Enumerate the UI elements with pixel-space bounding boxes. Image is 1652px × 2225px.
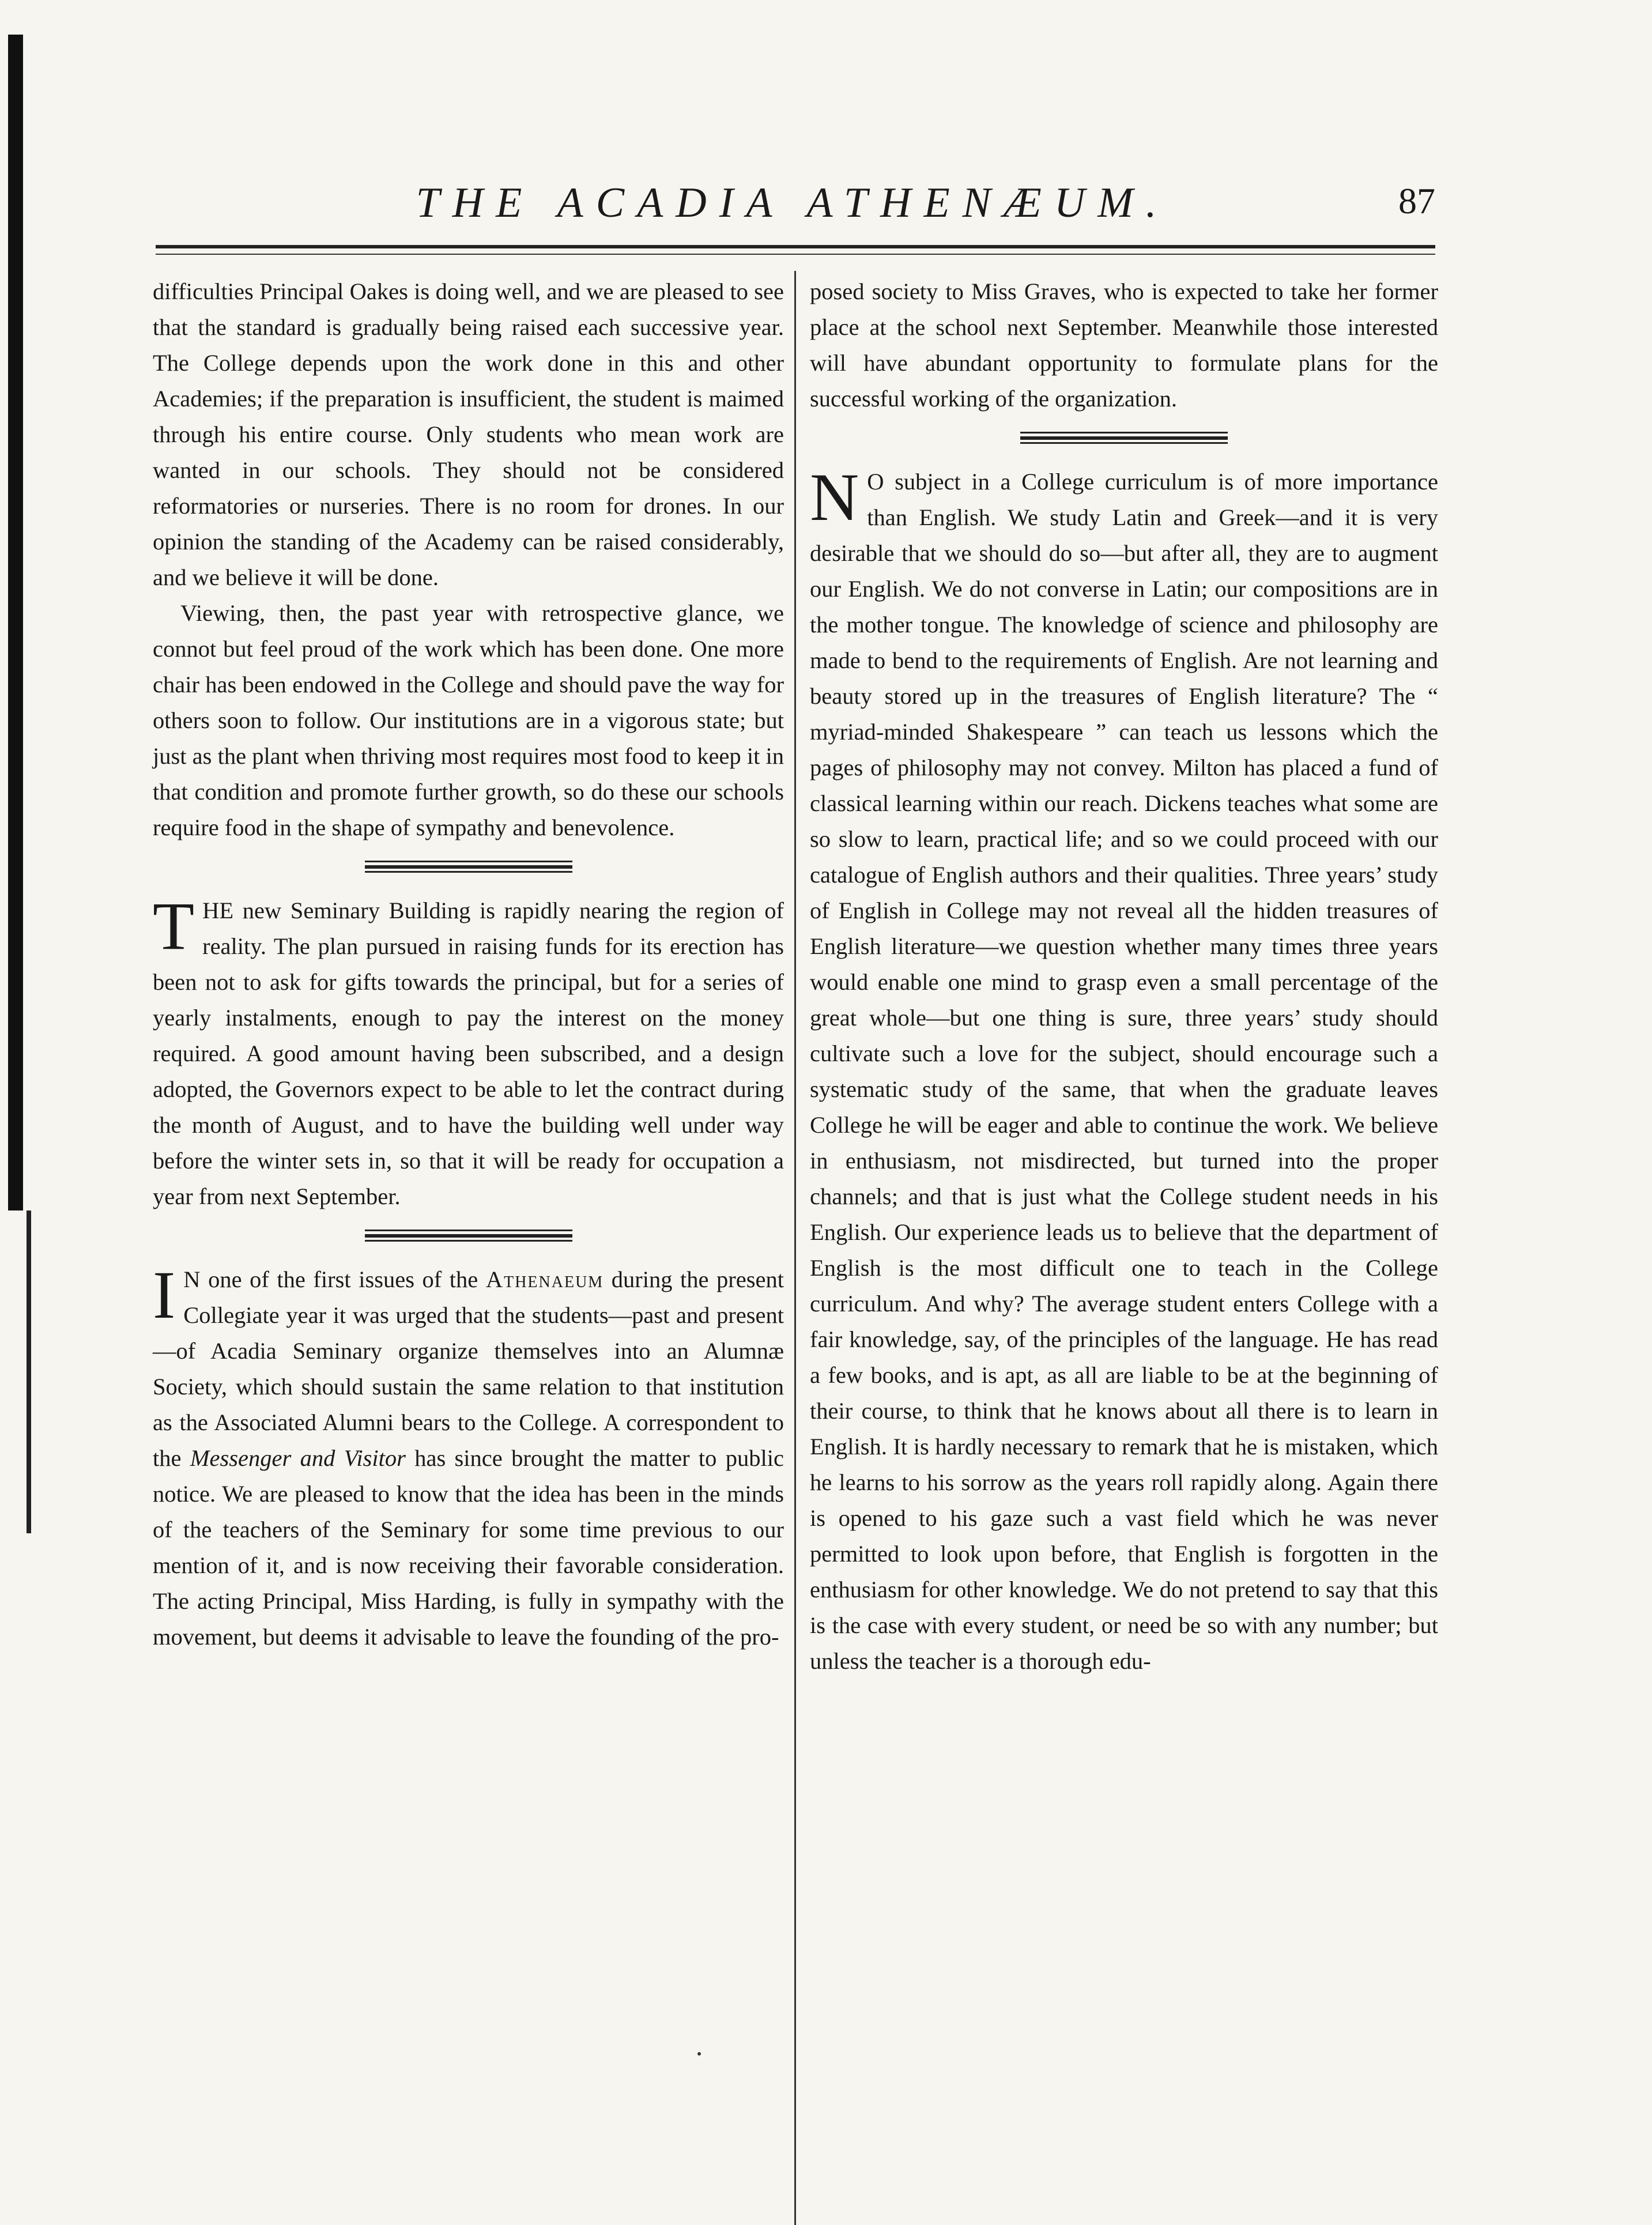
section-divider bbox=[365, 1230, 572, 1242]
english-article bbox=[810, 459, 1438, 1679]
page-number: 87 bbox=[1398, 180, 1435, 221]
alumnae-continuation: posed society to Miss Graves, who is expected to take her former place at the school next September. Meanwhile those interested will have abundant opportunity to formulate plans for the successful working of the organization. bbox=[810, 278, 1438, 412]
seminary-text: HE new Seminary Building is rapidly nearing the region of reality. The plan pursued in raising funds for its erection has been not to ask for gifts towards the principal, but for a series of yearly instalments, enough to pay the interest on the money required. A good amount having been subscribed, and a design adopted, the Governors expect to be able to let the contract during the month of August, and to have the building well under way before the winter sets in, so that it will be ready for occupation a year from next September. bbox=[153, 897, 784, 1209]
section-divider bbox=[1020, 432, 1228, 444]
scan-edge-bar bbox=[8, 35, 23, 1210]
journal-name: Athenaeum bbox=[485, 1266, 604, 1292]
alumnae-text-2: during the present Collegiate year it was urged that the students—past and present—of Acadia Seminary organize themselves into an Alumnæ Society, which should sustain the same relation to that institution as the Associated Alumni bears to the College. A correspondent to the bbox=[153, 1266, 784, 1471]
retrospect-paragraph: Viewing, then, the past year with retrospective glance, we connot but feel proud of the work which has been done. One more chair has been endowed in the College and should pave the way for others soon to follow. Our institutions are in a vigorous state; but just as the plant when thriving most requires most food to keep it in that condition and promote further growth, so do these our schools require food in the shape of sympathy and benevolence. bbox=[153, 600, 784, 840]
academy-paragraph: difficulties Principal Oakes is doing well, and we are pleased to see that the standard is gradually being raised each successive year. The College depends upon the work done in this and other Academies; if the preparation is insufficient, the student is maimed through his entire course. Only students who mean work are wanted in our schools. They should not be considered reformatories or nurseries. There is no room for drones. In our opinion the standing of the Academy can be raised considerably, and we believe it will be done. bbox=[153, 278, 784, 590]
newspaper-name: Messenger and Visitor bbox=[190, 1445, 406, 1471]
drop-cap: N bbox=[810, 459, 859, 535]
header-rule bbox=[156, 245, 1435, 248]
drop-cap: T bbox=[153, 888, 195, 964]
header-rule-thin bbox=[156, 254, 1435, 255]
alumnae-article bbox=[153, 1257, 784, 1655]
left-column bbox=[153, 274, 784, 1655]
english-text: O subject in a College curriculum is of more importance than English. We study Latin and Greek—and it is very desirable that we should do so—but after all, they are to augment our English. We do not converse in Latin; our compositions are in the mother tongue. The knowledge of science and philosophy are made to bend to the requirements of English. Are not learning and beauty stored up in the treasures of English literature? The “ myriad-minded Shakespeare ” can teach us lessons which the pages of philosophy may not convey. Milton has placed a fund of classical learning within our reach. Dickens teaches what some are so slow to learn, practical life; and so we could proceed with our catalogue of English authors and their qualities. Three years’ study of English in College may not reveal all the hidden treasures of English literature—we question whether many times three years would enable one mind to grasp even a small percentage of the great whole—but one thing is sure, three years’ study should cultivate such a love for the subject, should encourage such a systematic study of the same, that when the graduate leaves College he will be eager and able to continue the work. We believe in enthusiasm, not misdirected, but turned into the proper channels; and that is just what the College student needs in his English. Our experience leads us to believe that the department of English is the most difficult one to teach in the College curriculum. And why? The average student enters College with a fair knowledge, say, of the principles of the language. He has read a few books, and is apt, as all are liable to be at the beginning of their course, to think that he knows about all there is to learn in English. It is hardly necessary to remark that he is mistaken, which he learns to his sorrow as the years roll rapidly along. Again there is opened to his gaze such a vast field which he was never permitted to look upon before, that English is forgotten in the enthusiasm for other knowledge. We do not pretend to say that this is the case with every student, or need be so with any number; but unless the teacher is a thorough edu- bbox=[810, 469, 1438, 1674]
column-divider bbox=[794, 271, 796, 2225]
page-header bbox=[150, 173, 1435, 236]
scan-edge-mark bbox=[27, 1210, 31, 1533]
print-speck bbox=[697, 2052, 701, 2056]
running-title: THE ACADIA ATHENÆUM. bbox=[416, 179, 1170, 227]
alumnae-text-1: N one of the first issues of the bbox=[183, 1266, 486, 1292]
right-column bbox=[810, 274, 1438, 1679]
drop-cap: I bbox=[153, 1257, 176, 1333]
seminary-article bbox=[153, 888, 784, 1215]
section-divider bbox=[365, 861, 572, 873]
alumnae-text-3: has since brought the matter to public notice. We are pleased to know that the idea has been in the minds of the teachers of the Seminary for some time previous to our mention of it, and is now receiving their favorable consideration. The acting Principal, Miss Harding, is fully in sympathy with the movement, but deems it advisable to leave the founding of the pro- bbox=[153, 1445, 784, 1650]
